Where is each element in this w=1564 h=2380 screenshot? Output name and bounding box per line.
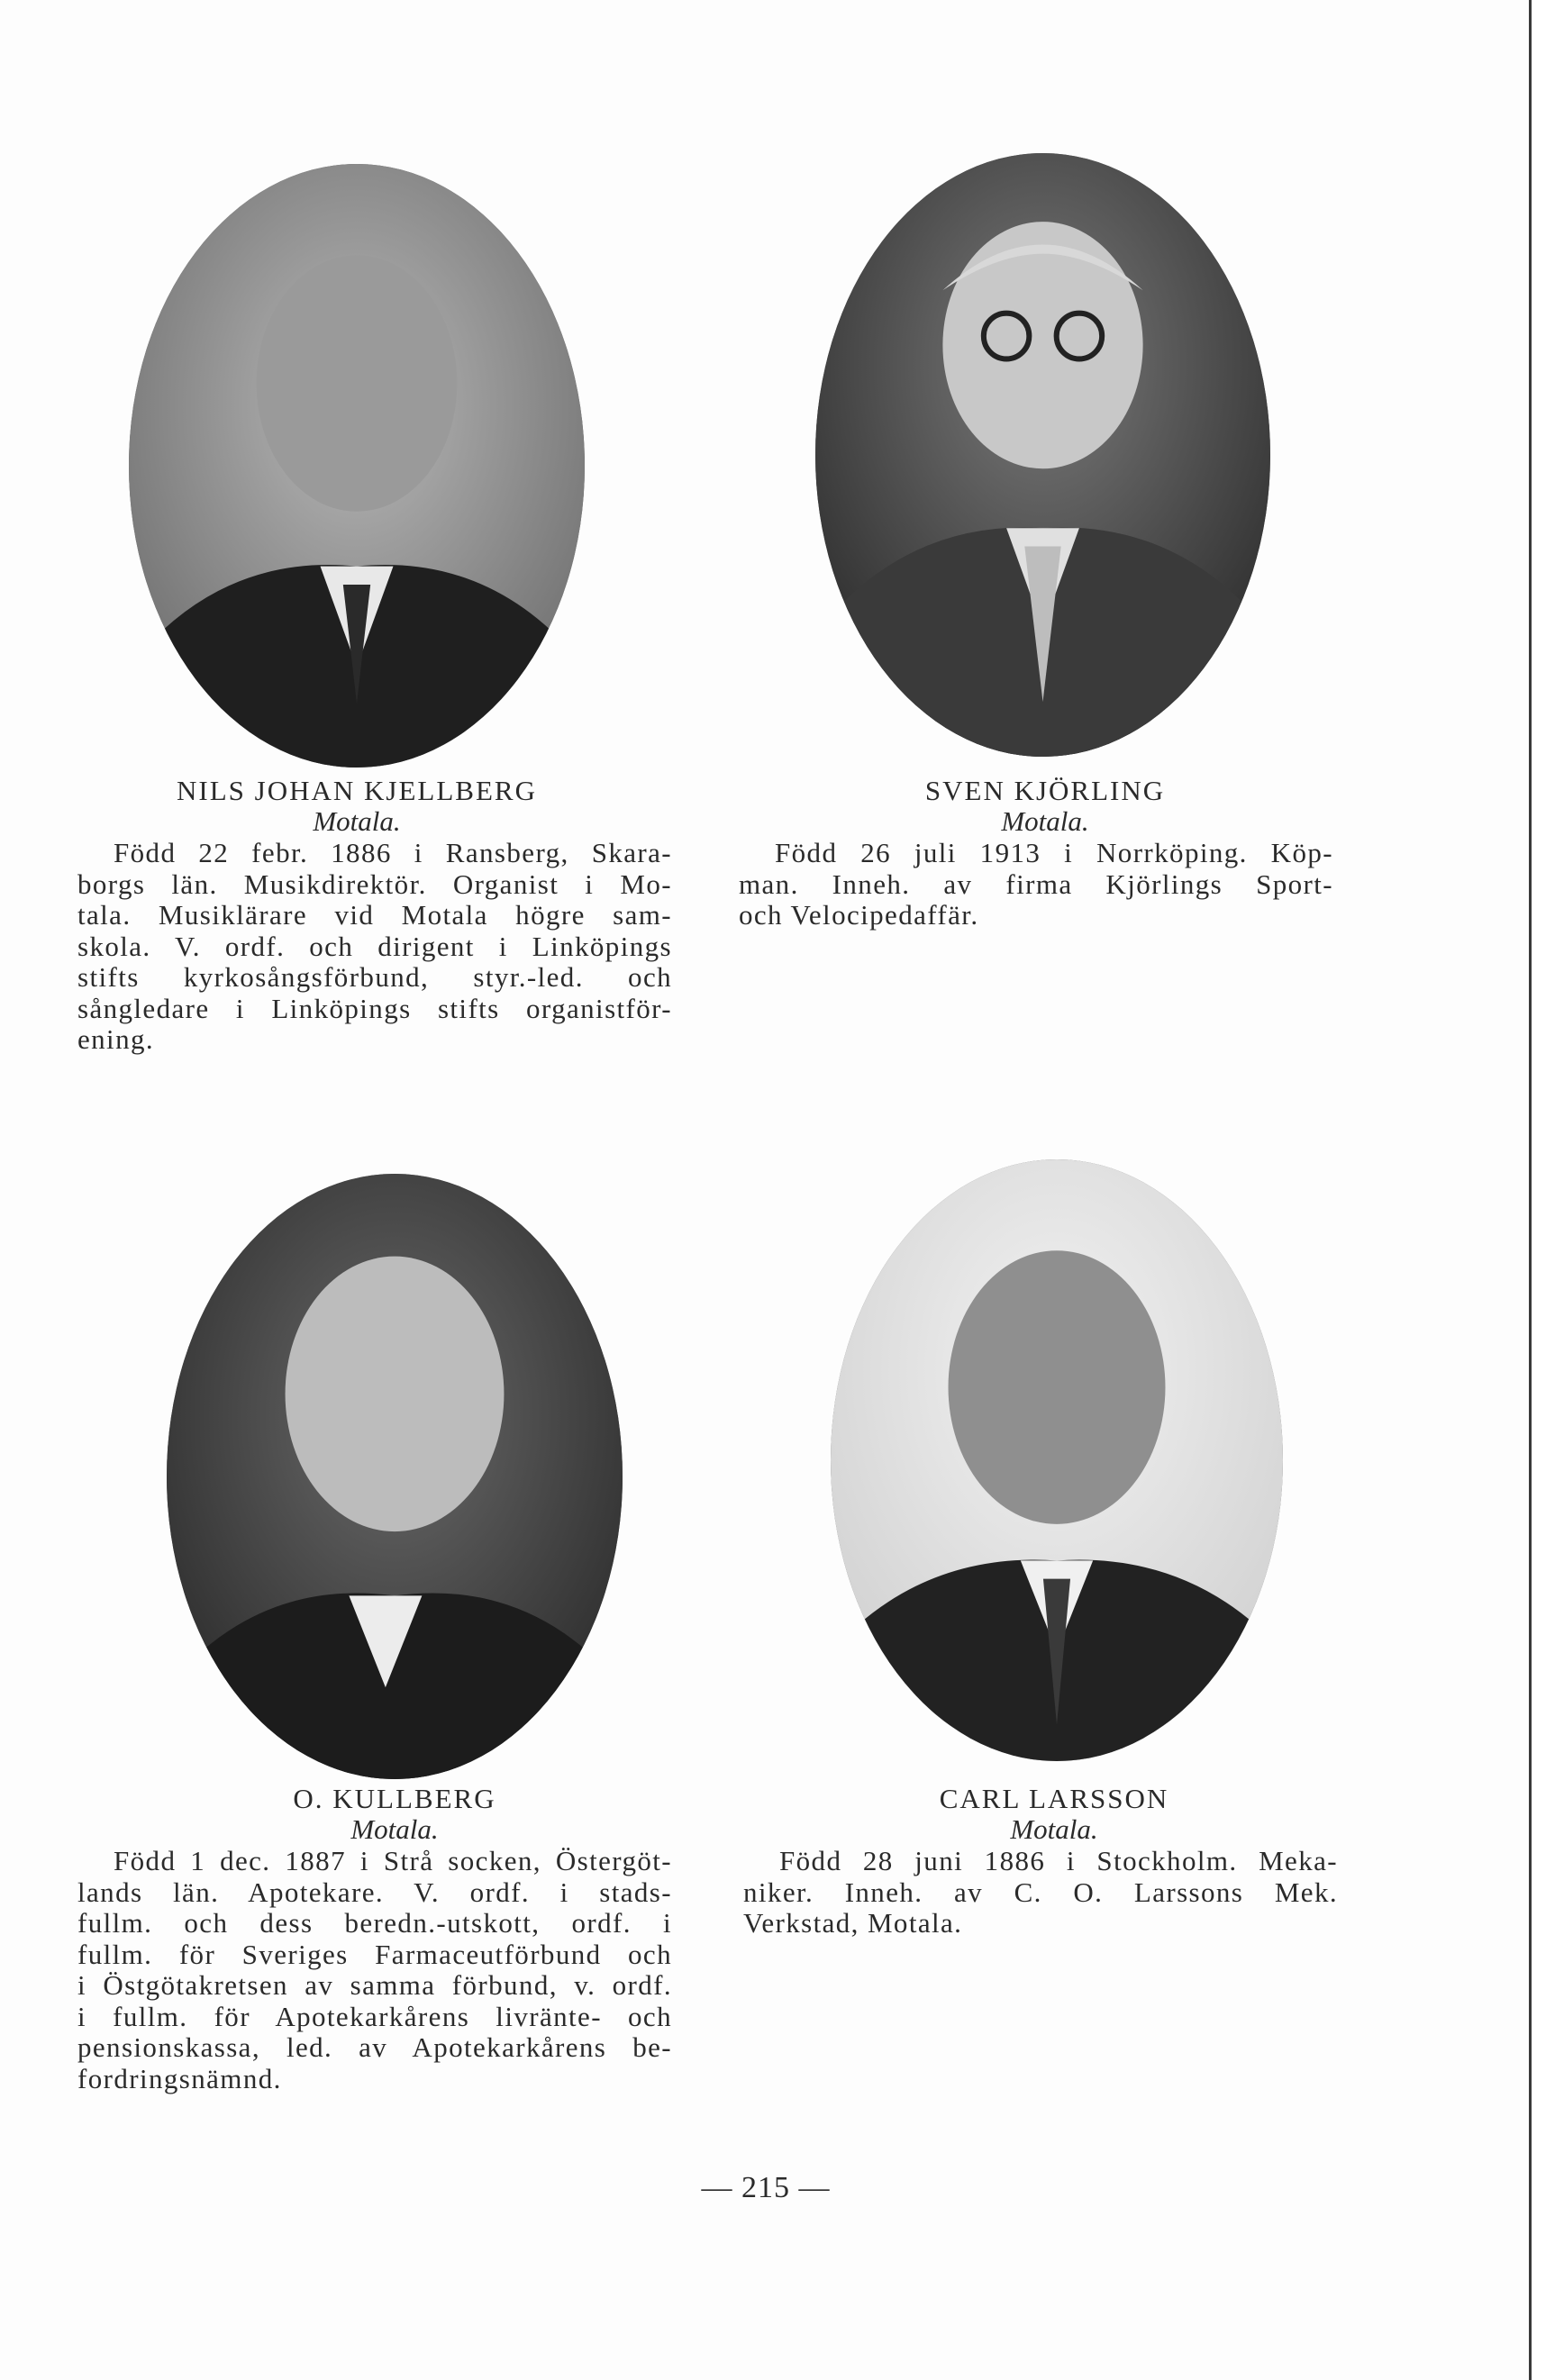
bio-line: fordringsnämnd.	[77, 2062, 282, 2094]
bio-line: i fullm. för Apotekarkårens livränte- och	[77, 2000, 672, 2032]
bio-line: Född 1 dec. 1887 i Strå socken, Östergöt-	[114, 1845, 672, 1876]
bio-line: skola. V. ordf. och dirigent i Linköpings	[77, 930, 672, 962]
person-bio	[739, 838, 1333, 931]
scan-margin	[1532, 0, 1564, 2380]
person-place: Motala.	[350, 1813, 439, 1845]
bio-line: Verkstad, Motala.	[743, 1907, 963, 1939]
bio-line: stifts kyrkosångsförbund, styr.-led. och	[77, 961, 672, 993]
portrait-placeholder-icon	[167, 1174, 623, 1779]
bio-line: tala. Musiklärare vid Motala högre sam-	[77, 899, 672, 931]
bio-line: sångledare i Linköpings stifts organistför-	[77, 992, 672, 1024]
bio-line: i Östgötakretsen av samma förbund, v. ordf.	[77, 1969, 672, 2001]
person-bio	[77, 838, 672, 1056]
portrait-photo-kjorling	[815, 153, 1270, 757]
person-place: Motala.	[1001, 805, 1089, 837]
person-place: Motala.	[1010, 1813, 1098, 1845]
person-place: Motala.	[313, 805, 401, 837]
bio-line: pensionskassa, led. av Apotekarkårens be-	[77, 2031, 672, 2063]
bio-line: lands län. Apotekare. V. ordf. i stads-	[77, 1876, 672, 1908]
bio-line: niker. Inneh. av C. O. Larssons Mek.	[743, 1876, 1338, 1908]
bio-line: man. Inneh. av firma Kjörlings Sport-	[739, 868, 1333, 900]
person-name: O. KULLBERG	[293, 1783, 496, 1814]
person-name: SVEN KJÖRLING	[924, 775, 1166, 806]
bio-line: ening.	[77, 1023, 155, 1055]
bio-line: fullm. och dess beredn.-utskott, ordf. i	[77, 1907, 672, 1939]
portrait-placeholder-icon	[815, 153, 1270, 757]
bio-line: fullm. för Sveriges Farmaceutförbund och	[77, 1938, 672, 1970]
bio-line: borgs län. Musikdirektör. Organist i Mo-	[77, 868, 672, 900]
portrait-placeholder-icon	[129, 164, 585, 768]
person-bio	[743, 1846, 1338, 1939]
bio-line: Född 26 juli 1913 i Norrköping. Köp-	[775, 837, 1333, 868]
portrait-placeholder-icon	[831, 1159, 1283, 1761]
person-name: NILS JOHAN KJELLBERG	[177, 775, 537, 806]
bio-line: Född 22 febr. 1886 i Ransberg, Skara-	[114, 837, 672, 868]
page-number: — 215 —	[701, 2171, 831, 2204]
portrait-photo-larsson	[831, 1159, 1283, 1761]
bio-line: Född 28 juni 1886 i Stockholm. Meka-	[779, 1845, 1338, 1876]
portrait-photo-kullberg	[167, 1174, 623, 1779]
portrait-photo-kjellberg	[129, 164, 585, 768]
bio-line: och Velocipedaffär.	[739, 899, 979, 931]
person-bio	[77, 1846, 672, 2094]
person-name: CARL LARSSON	[939, 1783, 1169, 1814]
